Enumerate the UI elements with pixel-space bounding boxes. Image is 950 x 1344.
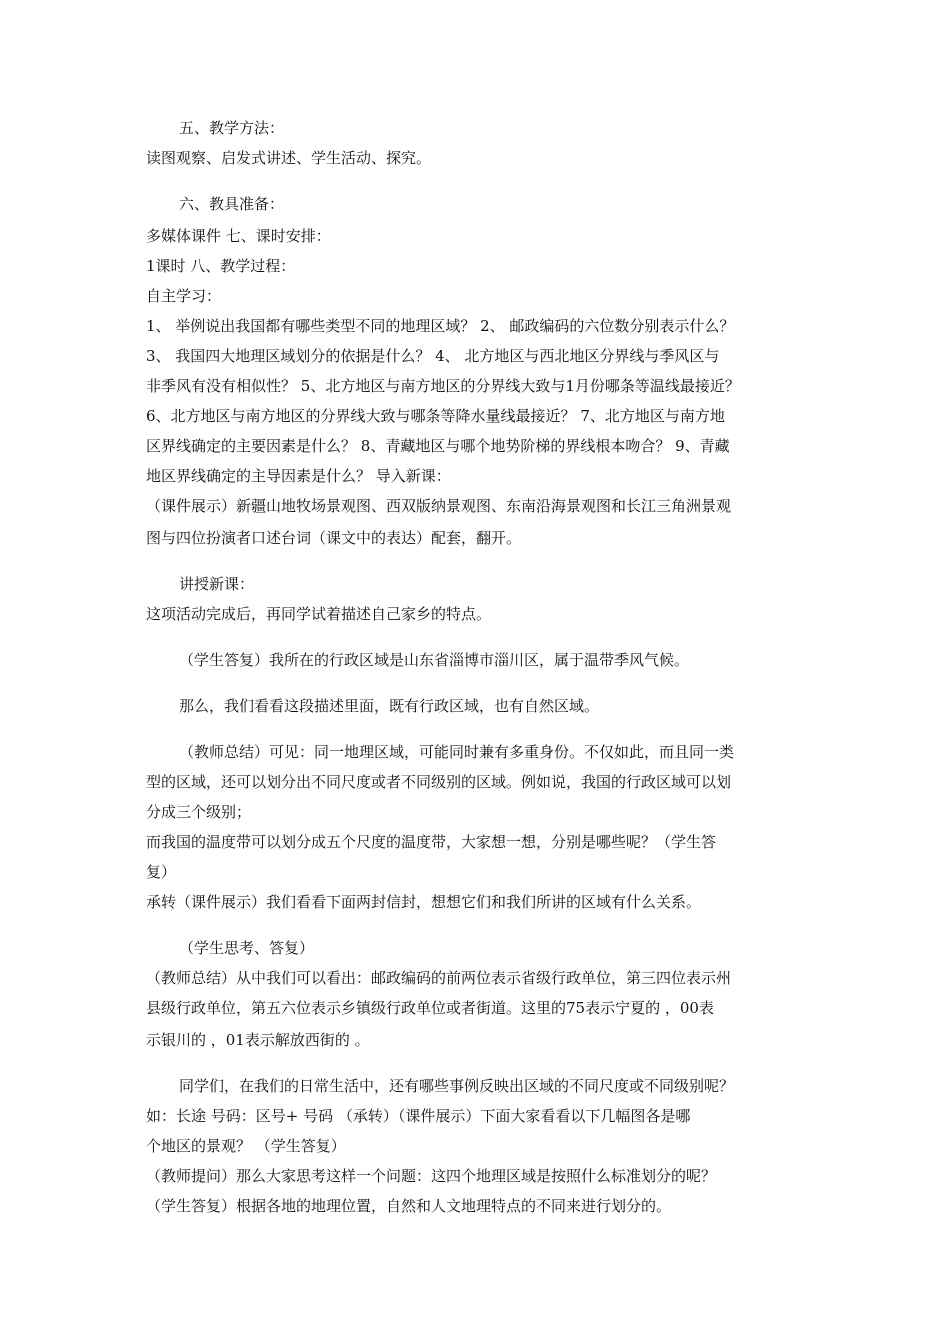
paragraph-line: 那么，我们看看这段描述里面，既有行政区域，也有自然区域。 [179, 697, 600, 715]
paragraph-line: 3、 我国四大地理区域划分的依据是什么？ 4、 北方地区与西北地区分界线与季风区与 [146, 347, 720, 365]
paragraph-line: 而我国的温度带可以划分成五个尺度的温度带，大家想一想，分别是哪些呢？（学生答 [146, 833, 717, 851]
paragraph-line: （学生答复）我所在的行政区域是山东省淄博市淄川区，属于温带季风气候。 [179, 651, 690, 669]
paragraph-line: 个地区的景观？ （学生答复） [146, 1137, 346, 1155]
section-heading-materials: 六、教具准备： [179, 195, 285, 213]
paragraph-line: 这项活动完成后，再同学试着描述自己家乡的特点。 [146, 605, 492, 623]
paragraph-line: 非季风有没有相似性？ 5、北方地区与南方地区的分界线大致与1月份哪条等温线最接近？ [146, 377, 740, 395]
section-heading-new-lesson: 讲授新课： [179, 575, 255, 593]
paragraph-line: 区界线确定的主要因素是什么？ 8、青藏地区与哪个地势阶梯的界线根本吻合？ 9、青藏 [146, 437, 730, 455]
paragraph-line: （学生思考、答复） [179, 939, 315, 957]
paragraph-line: 地区界线确定的主导因素是什么？ 导入新课： [146, 467, 451, 485]
paragraph-line: （学生答复）根据各地的地理位置，自然和人文地理特点的不同来进行划分的。 [146, 1197, 672, 1215]
paragraph-line: 示银川的 ，01表示解放西街的 。 [146, 1031, 370, 1049]
paragraph-line: 同学们，在我们的日常生活中，还有哪些事例反映出区域的不同尺度或不同级别呢？ [179, 1077, 735, 1095]
paragraph-line: 型的区域，还可以划分出不同尺度或者不同级别的区域。例如说，我国的行政区域可以划 [146, 773, 732, 791]
paragraph-line: 图与四位扮演者口述台词（课文中的表达）配套，翻开。 [146, 529, 522, 547]
paragraph-line: 分成三个级别； [146, 803, 252, 821]
paragraph-line: 县级行政单位，第五六位表示乡镇级行政单位或者街道。这里的75表示宁夏的 ，00表 [146, 999, 714, 1017]
paragraph-line: 复） [146, 863, 177, 881]
paragraph-line: （教师总结）可见：同一地理区域，可能同时兼有多重身份。不仅如此，而且同一类 [179, 743, 735, 761]
section-heading-methods: 五、教学方法： [179, 119, 285, 137]
paragraph-line: 1、 举例说出我国都有哪些类型不同的地理区域？ 2、 邮政编码的六位数分别表示什么？ [146, 317, 735, 335]
paragraph-line: （课件展示）新疆山地牧场景观图、西双版纳景观图、东南沿海景观图和长江三角洲景观 [146, 497, 732, 515]
paragraph-line: 6、北方地区与南方地区的分界线大致与哪条等降水量线最接近？ 7、北方地区与南方地 [146, 407, 725, 425]
paragraph-line: 读图观察、启发式讲述、学生活动、探究。 [146, 149, 432, 167]
paragraph-line: （教师提问）那么大家思考这样一个问题：这四个地理区域是按照什么标准划分的呢？ [146, 1167, 717, 1185]
paragraph-line: （教师总结）从中我们可以看出：邮政编码的前两位表示省级行政单位，第三四位表示州 [146, 969, 732, 987]
paragraph-line: 承转（课件展示）我们看看下面两封信封，想想它们和我们所讲的区域有什么关系。 [146, 893, 702, 911]
paragraph-line: 自主学习： [146, 287, 222, 305]
paragraph-line: 1课时 八、教学过程： [146, 257, 296, 275]
paragraph-line: 多媒体课件 七、课时安排： [146, 227, 331, 245]
paragraph-line: 如：长途 号码：区号+ 号码 （承转）（课件展示）下面大家看看以下几幅图各是哪 [146, 1107, 691, 1125]
